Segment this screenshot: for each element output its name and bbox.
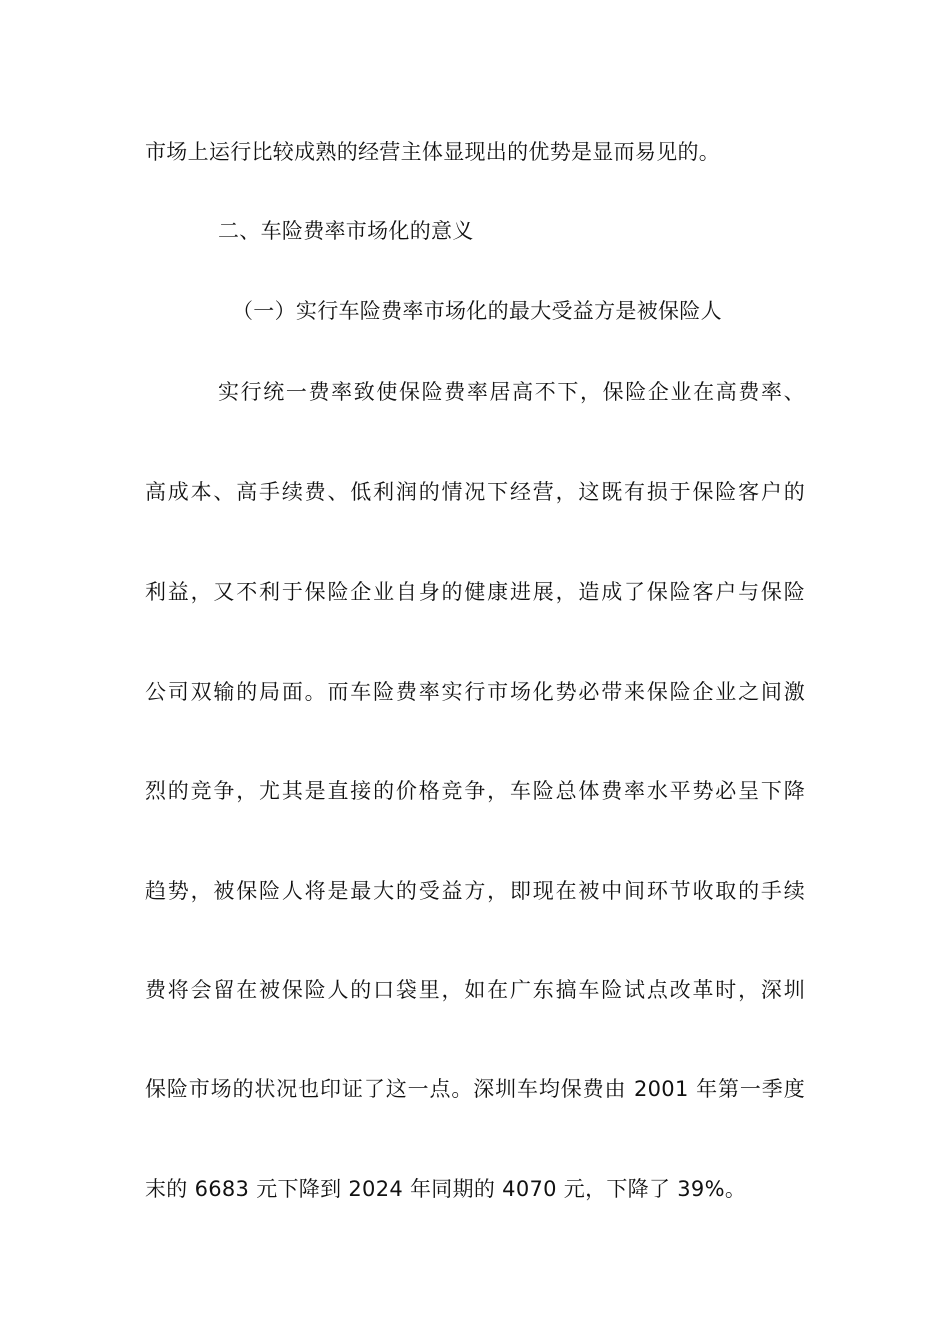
paragraph-line: 保险市场的状况也印证了这一点。深圳车均保费由 2001 年第一季度 (145, 1077, 805, 1101)
paragraph-line: 市场上运行比较成熟的经营主体显现出的优势是显而易见的。 (145, 140, 721, 164)
paragraph-line: 末的 6683 元下降到 2024 年同期的 4070 元，下降了 39%。 (145, 1177, 747, 1201)
section-heading: 二、车险费率市场化的意义 (218, 219, 474, 243)
paragraph-line: 利益，又不利于保险企业自身的健康进展，造成了保险客户与保险 (145, 580, 805, 604)
paragraph-line: 公司双输的局面。而车险费率实行市场化势必带来保险企业之间激 (145, 680, 805, 704)
paragraph-line: 实行统一费率致使保险费率居高不下，保险企业在高费率、 (218, 380, 805, 404)
paragraph-line: 趋势，被保险人将是最大的受益方，即现在被中间环节收取的手续 (145, 879, 805, 903)
subsection-heading: （一）实行车险费率市场化的最大受益方是被保险人 (232, 299, 722, 323)
paragraph-line: 高成本、高手续费、低利润的情况下经营，这既有损于保险客户的 (145, 480, 805, 504)
paragraph-line: 费将会留在被保险人的口袋里，如在广东搞车险试点改革时，深圳 (145, 978, 805, 1002)
paragraph-line: 烈的竞争，尤其是直接的价格竞争，车险总体费率水平势必呈下降 (145, 779, 805, 803)
